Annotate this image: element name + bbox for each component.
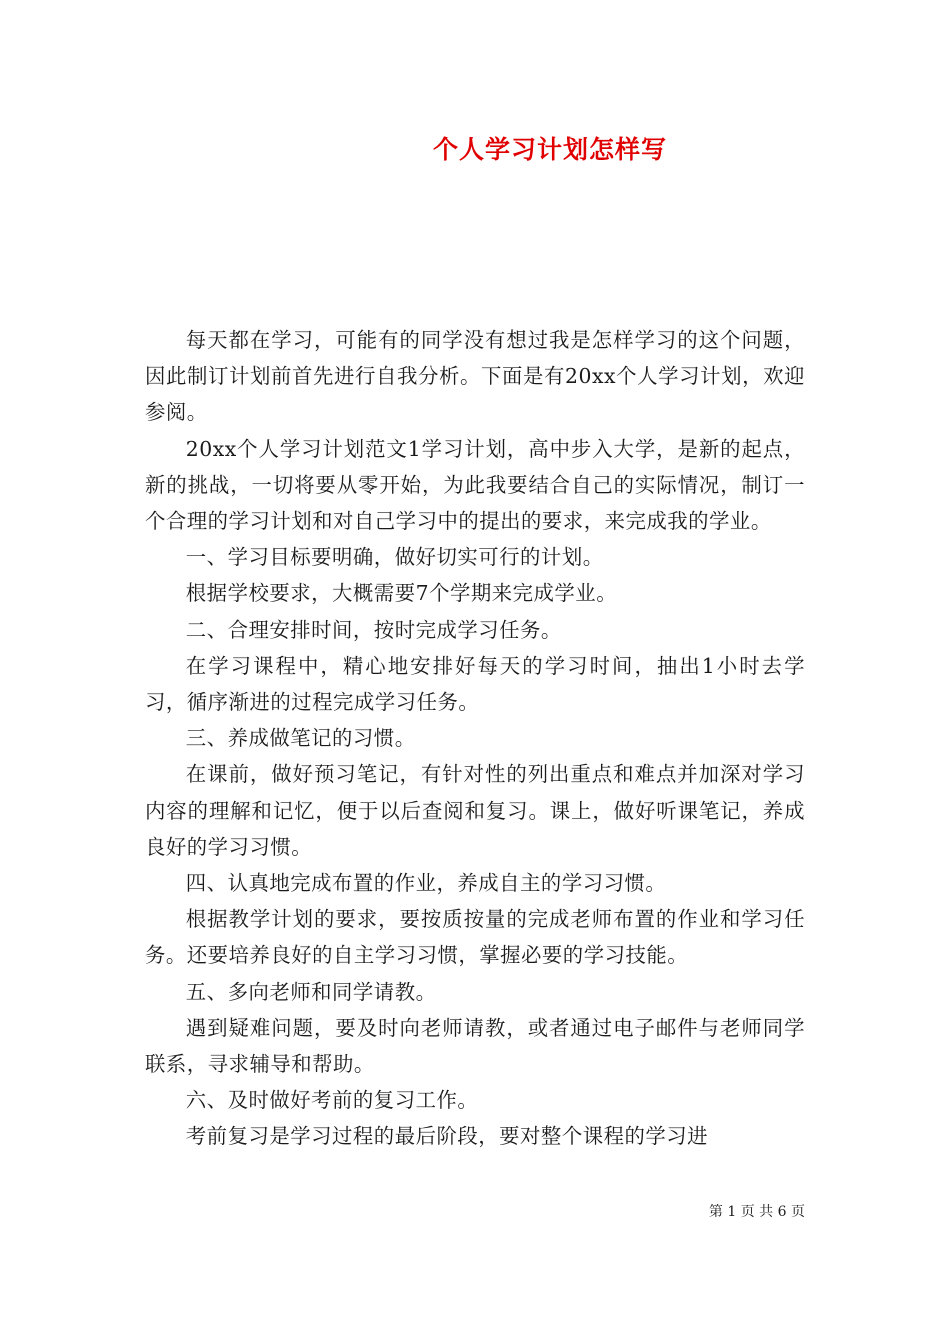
paragraph: 根据学校要求，大概需要7个学期来完成学业。: [185, 581, 618, 606]
paragraph: 20xx个人学习计划范文1学习计划，高中步入大学，是新的起点，新的挑战，一切将要从零开始，为此我要结合自己的实际情况，制订一个合理的学习计划和对自己学习中的提出的要求，来完成我的学业。: [145, 436, 805, 534]
page-number-footer: 第 1 页 共 6 页: [708, 1204, 805, 1220]
paragraph: 在学习课程中，精心地安排好每天的学习时间，抽出1小时去学习，循序渐进的过程完成学习任务。: [145, 653, 805, 715]
section-heading: 五、多向老师和同学请教。: [185, 979, 437, 1004]
paragraph: 在课前，做好预习笔记，有针对性的列出重点和难点并加深对学习内容的理解和记忆，便于以后查阅和复习。课上，做好听课笔记，养成良好的学习习惯。: [145, 762, 805, 859]
section-heading: 三、养成做笔记的习惯。: [185, 726, 416, 751]
section-heading: 六、及时做好考前的复习工作。: [185, 1088, 479, 1113]
section-heading: 一、学习目标要明确，做好切实可行的计划。: [185, 545, 604, 570]
paragraph: 每天都在学习，可能有的同学没有想过我是怎样学习的这个问题，因此制订计划前首先进行自我分析。下面是有20xx个人学习计划，欢迎参阅。: [145, 328, 805, 425]
paragraph: 考前复习是学习过程的最后阶段，要对整个课程的学习进: [185, 1124, 709, 1149]
section-heading: 四、认真地完成布置的作业，养成自主的学习习惯。: [185, 871, 667, 896]
document-title: 个人学习计划怎样写: [432, 135, 667, 164]
paragraph: 遇到疑难问题，要及时向老师请教，或者通过电子邮件与老师同学联系，寻求辅导和帮助。: [145, 1015, 805, 1077]
document-body: [145, 322, 805, 1155]
section-heading: 二、合理安排时间，按时完成学习任务。: [185, 617, 562, 642]
paragraph: 根据教学计划的要求，要按质按量的完成老师布置的作业和学习任务。还要培养良好的自主学习习惯，掌握必要的学习技能。: [145, 907, 805, 968]
